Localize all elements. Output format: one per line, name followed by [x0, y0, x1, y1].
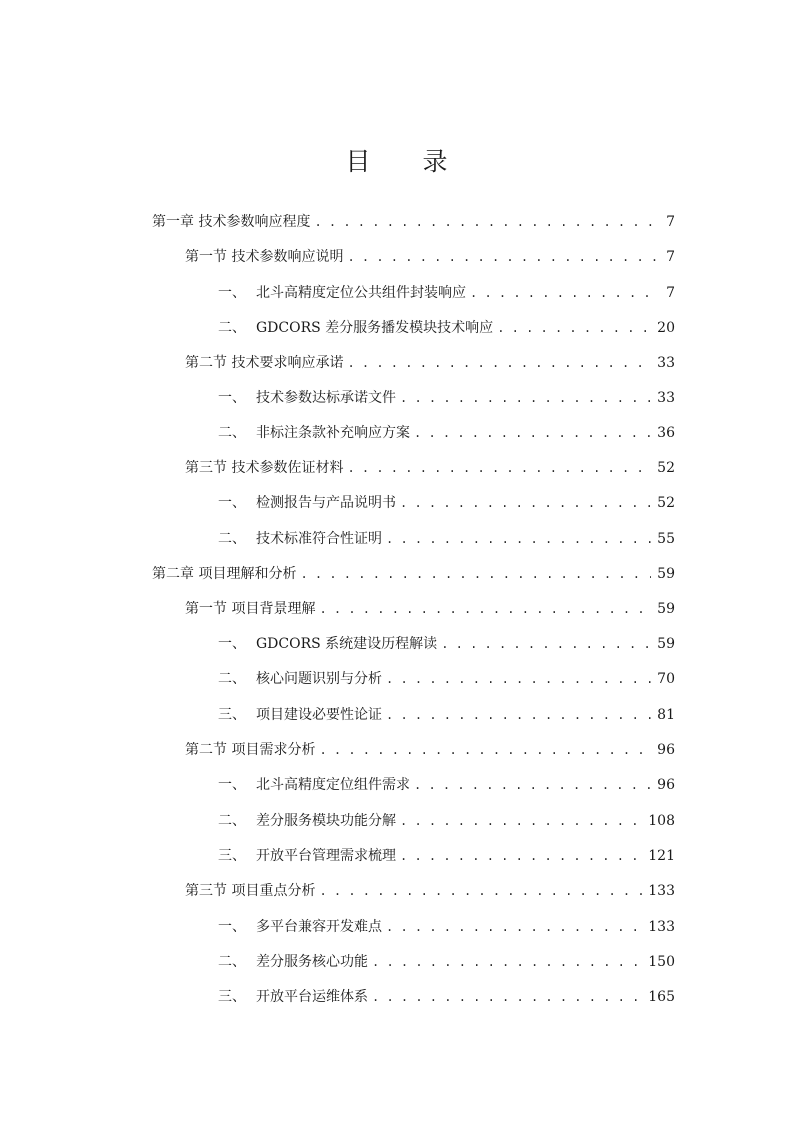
toc-page-number: 33	[657, 355, 675, 371]
toc-dot-leader	[414, 775, 651, 795]
toc-dot-leader	[400, 846, 642, 866]
toc-entry-label	[218, 318, 493, 338]
toc-dot-leader	[372, 952, 642, 972]
toc-entry-text: 北斗高精度定位组件需求	[256, 777, 410, 793]
toc-entry[interactable]	[185, 247, 675, 267]
toc-entry-text: 开放平台管理需求梳理	[256, 848, 396, 864]
toc-entry-text: 技术标准符合性证明	[256, 531, 382, 547]
toc-entry[interactable]	[218, 846, 675, 866]
toc-entry-label	[218, 705, 382, 725]
toc-page-number: 7	[666, 214, 675, 230]
toc-entry-text: 北斗高精度定位公共组件封装响应	[256, 285, 466, 301]
toc-entry-text: 项目建设必要性论证	[256, 707, 382, 723]
toc-dot-leader	[386, 529, 651, 549]
toc-dot-leader	[347, 353, 651, 373]
toc-entry-text: 第一节 项目背景理解	[185, 601, 316, 617]
toc-dot-leader	[372, 987, 642, 1007]
toc-dot-leader	[400, 811, 642, 831]
toc-entry-text: GDCORS 系统建设历程解读	[256, 636, 438, 652]
toc-dot-leader	[386, 705, 651, 725]
toc-entry-label	[218, 423, 410, 443]
toc-entry-number: 二、	[218, 813, 246, 829]
toc-dot-leader	[319, 881, 642, 901]
toc-entry-text: 第一节 技术参数响应说明	[185, 249, 344, 265]
toc-page-number: 70	[657, 671, 675, 687]
toc-entry[interactable]	[218, 917, 675, 937]
toc-entry-number: 一、	[218, 285, 246, 301]
toc-page-number: 59	[657, 601, 675, 617]
toc-page-number: 7	[666, 285, 675, 301]
toc-page-number: 7	[666, 249, 675, 265]
toc-entry[interactable]	[218, 423, 675, 443]
toc-entry[interactable]	[185, 881, 675, 901]
toc-entry-text: 第一章 技术参数响应程度	[152, 214, 311, 230]
toc-entry-label	[185, 881, 315, 901]
toc-dot-leader	[414, 423, 651, 443]
toc-entry-number: 二、	[218, 954, 246, 970]
toc-entry-number: 二、	[218, 531, 246, 547]
toc-entry[interactable]	[218, 283, 675, 303]
toc-dot-leader	[386, 669, 651, 689]
toc-dot-leader	[347, 458, 651, 478]
toc-entry[interactable]	[218, 493, 675, 513]
toc-entry-text: 多平台兼容开发难点	[256, 919, 382, 935]
toc-entry[interactable]	[218, 669, 675, 689]
toc-entry[interactable]	[218, 634, 675, 654]
toc-entry[interactable]	[185, 353, 675, 373]
toc-page-number: 20	[657, 320, 675, 336]
toc-entry-number: 一、	[218, 390, 246, 406]
toc-dot-leader	[400, 388, 651, 408]
toc-entry[interactable]	[152, 212, 675, 232]
toc-entry-label	[152, 212, 310, 232]
toc-dot-leader	[386, 917, 642, 937]
toc-entry-label	[152, 564, 296, 584]
toc-entry[interactable]	[185, 458, 675, 478]
toc-entry-number: 三、	[218, 707, 246, 723]
toc-page-number: 81	[657, 707, 675, 723]
toc-entry[interactable]	[218, 318, 675, 338]
toc-entry-number: 三、	[218, 989, 246, 1005]
toc-dot-leader	[470, 283, 660, 303]
toc-entry-label	[218, 388, 396, 408]
toc-page-number: 133	[648, 919, 675, 935]
toc-entry-text: 第三节 项目重点分析	[185, 883, 316, 899]
toc-dot-leader	[319, 599, 651, 619]
toc-page-number: 108	[648, 813, 675, 829]
toc-entry-text: 第二节 项目需求分析	[185, 742, 316, 758]
toc-entry-number: 二、	[218, 320, 246, 336]
toc-entry-label	[185, 599, 315, 619]
toc-entry-text: 差分服务核心功能	[256, 954, 368, 970]
toc-entry-label	[218, 775, 410, 795]
toc-entry[interactable]	[218, 952, 675, 972]
toc-entry[interactable]	[218, 987, 675, 1007]
toc-entry-text: 非标注条款补充响应方案	[256, 425, 410, 441]
toc-page-number: 133	[648, 883, 675, 899]
toc-entry-number: 三、	[218, 848, 246, 864]
toc-entry-label	[218, 917, 382, 937]
toc-page-number: 150	[648, 954, 675, 970]
toc-page-number: 165	[648, 989, 675, 1005]
toc-entry-label	[218, 493, 396, 513]
toc-entry[interactable]	[218, 388, 675, 408]
toc-entry-text: 检测报告与产品说明书	[256, 495, 396, 511]
toc-entry[interactable]	[218, 775, 675, 795]
toc-page-number: 59	[657, 636, 675, 652]
toc-entry-number: 一、	[218, 919, 246, 935]
toc-entry-number: 一、	[218, 495, 246, 511]
toc-dot-leader	[319, 740, 651, 760]
toc-page-number: 96	[657, 742, 675, 758]
toc-entry-text: GDCORS 差分服务播发模块技术响应	[256, 320, 494, 336]
toc-entry-number: 二、	[218, 425, 246, 441]
toc-entry-text: 第二节 技术要求响应承诺	[185, 355, 344, 371]
toc-page-number: 52	[657, 495, 675, 511]
toc-entry-text: 核心问题识别与分析	[256, 671, 382, 687]
toc-page-number: 33	[657, 390, 675, 406]
toc-page-number: 52	[657, 460, 675, 476]
toc-entry-label	[218, 529, 382, 549]
toc-entry-label	[218, 634, 437, 654]
toc-page-number: 55	[657, 531, 675, 547]
toc-page-number: 121	[648, 848, 675, 864]
toc-entry-label	[218, 952, 368, 972]
toc-entry-text: 差分服务模块功能分解	[256, 813, 396, 829]
toc-entry-number: 一、	[218, 636, 246, 652]
toc-entry[interactable]	[218, 705, 675, 725]
toc-entry-label	[218, 987, 368, 1007]
toc-entry-label	[185, 458, 343, 478]
toc-entry-label	[185, 353, 343, 373]
toc-entry-text: 技术参数达标承诺文件	[256, 390, 396, 406]
toc-entry-label	[185, 247, 343, 267]
toc-dot-leader	[400, 493, 651, 513]
toc-entry-text: 第三节 技术参数佐证材料	[185, 460, 344, 476]
toc-entry[interactable]	[185, 740, 675, 760]
toc-entry-label	[218, 283, 466, 303]
toc-entry-label	[218, 669, 382, 689]
page-title: 目 录	[345, 147, 470, 176]
toc-entry[interactable]	[218, 529, 675, 549]
toc-entry[interactable]	[185, 599, 675, 619]
toc-entry-label	[185, 740, 315, 760]
toc-entry-label	[218, 811, 396, 831]
toc-dot-leader	[497, 318, 651, 338]
toc-dot-leader	[314, 212, 660, 232]
toc-page-number: 96	[657, 777, 675, 793]
toc-entry-number: 一、	[218, 777, 246, 793]
toc-dot-leader	[347, 247, 660, 267]
toc-entry[interactable]	[152, 564, 675, 584]
toc-dot-leader	[300, 564, 651, 584]
toc-page-number: 59	[657, 566, 675, 582]
toc-dot-leader	[441, 634, 651, 654]
toc-entry-label	[218, 846, 396, 866]
toc-entry[interactable]	[218, 811, 675, 831]
toc-entry-number: 二、	[218, 671, 246, 687]
toc-page-number: 36	[657, 425, 675, 441]
toc-entry-text: 开放平台运维体系	[256, 989, 368, 1005]
toc-entry-text: 第二章 项目理解和分析	[152, 566, 297, 582]
